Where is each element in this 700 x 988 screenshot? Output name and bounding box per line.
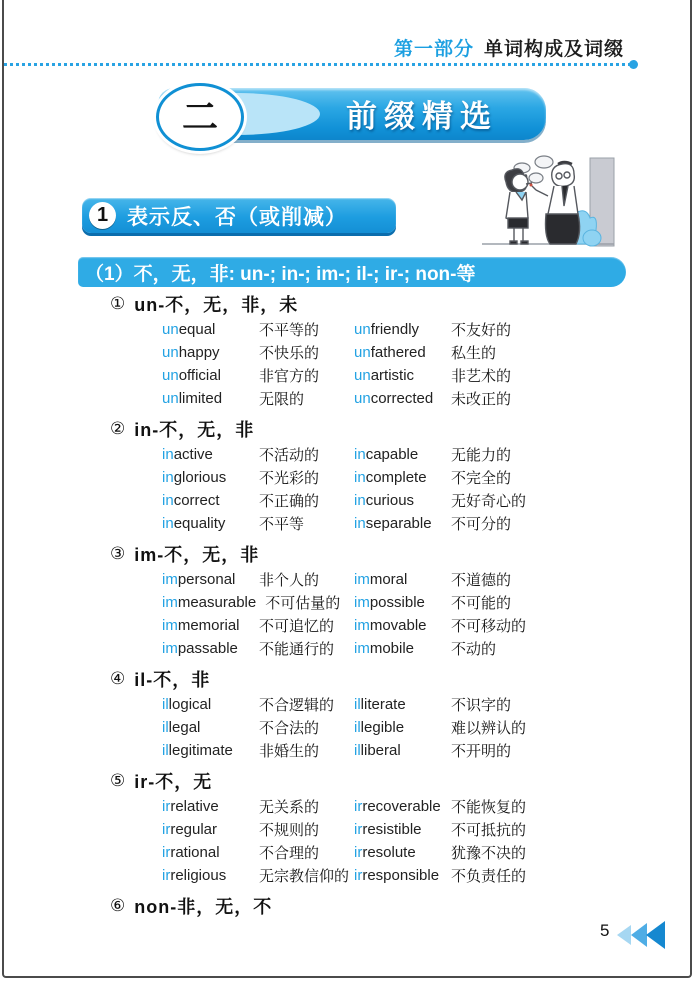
word-prefix: in [354,446,366,463]
word-entry [162,568,354,591]
word-entry [162,512,354,535]
word-entry [162,693,354,716]
word-rest: legitimate [168,742,233,759]
word-prefix: in [354,492,366,509]
word [354,571,442,588]
word [162,515,250,532]
word-rest: correct [173,492,220,509]
word [354,617,442,634]
word-prefix: ir [162,844,171,861]
word [354,696,442,713]
word [354,594,442,611]
word-meaning: 不光彩的 [259,470,320,487]
dotted-rule-end-dot-icon [629,60,638,69]
block-number: ④ [110,669,126,688]
prefix-block [110,542,588,660]
word-rest: corrected [370,390,434,407]
word-entry [354,637,588,660]
word-rest: limited [178,390,223,407]
word-rows [110,693,588,762]
word [354,390,442,407]
word-prefix: in [354,515,366,532]
word [162,321,250,338]
word-prefix: im [162,594,178,611]
word-rest: memorial [177,617,240,634]
block-number: ⑤ [110,771,126,790]
word [354,492,442,509]
word [354,867,442,884]
prefix-block-heading [110,894,588,918]
block-number: ③ [110,544,126,563]
word-prefix: in [162,492,174,509]
word [354,821,442,838]
word-rest: glorious [173,469,227,486]
word-rest: literate [360,696,406,713]
word-entry [354,512,588,535]
word-meaning: 无关系的 [259,799,320,816]
word [162,867,250,884]
word-prefix: un [162,367,179,384]
section-heading-bar [82,198,396,233]
word-meaning: 无能力的 [451,447,512,464]
word-entry [162,591,354,614]
prefix-block-heading [110,417,588,441]
prefix-block-heading [110,292,588,316]
part-title: 单词构成及词缀 [483,39,624,60]
word-meaning: 不道德的 [451,572,512,589]
word [354,640,442,657]
word-prefix: il [162,719,169,736]
word-rest: movable [369,617,427,634]
word-rest: regular [170,821,218,838]
part-label: 第一部分 [393,39,474,60]
word-entry [354,818,588,841]
word [162,742,250,759]
word-rest: separable [365,515,432,532]
word-entry [354,739,588,762]
prefix-word-list [110,292,588,925]
word [354,719,442,736]
word-meaning: 不动的 [451,641,497,658]
page-corner-arrow-dark-icon [646,921,665,949]
word-prefix: ir [354,798,363,815]
word-entry [354,591,588,614]
prefix-block-heading [110,769,588,793]
word-meaning: 不识字的 [451,697,512,714]
word-entry [354,443,588,466]
word-rest: religious [170,867,227,884]
word-rest: happy [178,344,220,361]
word-entry [162,466,354,489]
word-prefix: ir [354,867,363,884]
word-prefix: il [354,696,361,713]
word-entry [162,818,354,841]
word-entry [354,693,588,716]
word-prefix: il [354,719,361,736]
word [162,390,250,407]
word-rest: moral [369,571,408,588]
word-entry [162,341,354,364]
block-number: ② [110,419,126,438]
word [162,446,250,463]
word-rest: measurable [177,594,257,611]
word-rest: equality [173,515,226,532]
word [354,742,442,759]
word-meaning: 无限的 [259,391,305,408]
word-prefix: in [162,446,174,463]
word-meaning: 私生的 [451,345,497,362]
word-rest: legal [168,719,201,736]
word-meaning: 不友好的 [451,322,512,339]
word [162,640,250,657]
word-meaning: 不能通行的 [259,641,335,658]
word-meaning: 不规则的 [259,822,320,839]
word-rest: active [173,446,213,463]
word-prefix: in [162,515,174,532]
word [354,446,442,463]
word-entry [354,466,588,489]
section-title: 表示反、否（或削减） [127,205,347,229]
word-prefix: un [354,390,371,407]
block-title: un-不，无，非，未 [134,295,299,315]
word-entry [162,841,354,864]
word-prefix: im [162,571,178,588]
word-meaning: 不可追忆的 [259,618,335,635]
word-entry [162,364,354,387]
word-prefix: im [354,594,370,611]
block-number: ① [110,294,126,313]
word-prefix: im [162,617,178,634]
word-meaning: 无好奇心的 [451,493,527,510]
word-prefix: im [162,640,178,657]
word-prefix: il [162,742,169,759]
word-rest: mobile [369,640,415,657]
word-entry [162,614,354,637]
word-rest: responsible [362,867,440,884]
word [162,344,250,361]
word-rest: capable [365,446,419,463]
word-rest: resolute [362,844,416,861]
word-entry [162,387,354,410]
prefix-block [110,667,588,762]
block-title: il-不，非 [134,670,211,690]
word-meaning: 不活动的 [259,447,320,464]
word-rest: personal [177,571,236,588]
word-meaning: 不合逻辑的 [259,697,335,714]
block-title: im-不，无，非 [134,545,260,565]
prefix-block [110,769,588,887]
word-entry [354,864,588,887]
word-prefix: ir [354,844,363,861]
word [162,367,250,384]
running-head [394,34,624,61]
word-rest: friendly [370,321,420,338]
word-prefix: in [162,469,174,486]
word [162,798,250,815]
word-prefix: ir [162,798,171,815]
subsection-heading-bar [78,257,626,287]
word-prefix: il [162,696,169,713]
word-rows [110,568,588,660]
word-rest: recoverable [362,798,441,815]
word-rest: liberal [360,742,401,759]
page-number: 5 [600,921,610,940]
word-prefix: im [354,617,370,634]
word-prefix: il [354,742,361,759]
chapter-number-badge [156,83,244,151]
page-corner-arrow-light-icon [617,925,631,945]
chapter-number: 二 [181,96,218,137]
word [162,696,250,713]
subsection-label: （1）不，无，非: un-; in-; im-; il-; ir-; non-等 [85,263,476,285]
word-entry [354,841,588,864]
prefix-block-heading [110,542,588,566]
word-rest: complete [365,469,427,486]
word-meaning: 未改正的 [451,391,512,408]
word-meaning: 不负责任的 [451,868,527,885]
block-title: non-非，无，不 [134,897,273,917]
dotted-rule [4,63,630,66]
word [162,719,250,736]
word [354,469,442,486]
word-prefix: ir [162,867,171,884]
word-rest: passable [177,640,238,657]
word-entry [162,795,354,818]
word-meaning: 不可抵抗的 [451,822,527,839]
word-prefix: un [354,321,371,338]
word-prefix: in [354,469,366,486]
word-prefix: un [354,367,371,384]
word-rows [110,318,588,410]
word-rest: official [178,367,221,384]
word-rest: possible [369,594,425,611]
word-prefix: ir [354,821,363,838]
prefix-block [110,417,588,535]
word-meaning: 不可分的 [451,516,512,533]
word-entry [162,489,354,512]
page-corner-arrow-mid-icon [631,923,647,947]
word-rest: curious [365,492,415,509]
word-entry [354,364,588,387]
word-entry [354,341,588,364]
word-prefix: im [354,640,370,657]
word-meaning: 不可估量的 [265,595,341,612]
word-rest: resistible [362,821,422,838]
chapter-title: 前缀精选 [346,98,498,134]
word [162,571,250,588]
block-title: in-不，无，非 [134,420,255,440]
word-rest: rational [170,844,220,861]
word-meaning: 非个人的 [259,572,320,589]
word-rest: relative [170,798,219,815]
word-meaning: 不平等 [259,516,305,533]
word-rest: artistic [370,367,415,384]
word-meaning: 不开明的 [451,743,512,760]
word [354,367,442,384]
word [162,617,250,634]
word-meaning: 不平等的 [259,322,320,339]
word-prefix: ir [162,821,171,838]
word-entry [354,795,588,818]
word-meaning: 非婚生的 [259,743,320,760]
word-prefix: un [162,344,179,361]
word [354,515,442,532]
word-meaning: 犹豫不决的 [451,845,527,862]
word-meaning: 不快乐的 [259,345,320,362]
word-rows [110,795,588,887]
word-meaning: 不能恢复的 [451,799,527,816]
smoking-cartoon-illustration [478,152,626,254]
word [162,492,250,509]
word-entry [162,637,354,660]
word-prefix: un [162,321,179,338]
word-entry [162,739,354,762]
word-rest: logical [168,696,212,713]
word-meaning: 非艺术的 [451,368,512,385]
word-entry [354,387,588,410]
word [162,821,250,838]
word-meaning: 不完全的 [451,470,512,487]
word-prefix: im [354,571,370,588]
word [162,469,250,486]
word-entry [162,318,354,341]
block-number: ⑥ [110,896,126,915]
word-meaning: 非官方的 [259,368,320,385]
word [354,321,442,338]
word [354,844,442,861]
word [354,344,442,361]
word-meaning: 无宗教信仰的 [259,868,350,885]
word-meaning: 不可能的 [451,595,512,612]
word-rest: legible [360,719,405,736]
word [354,798,442,815]
word-meaning: 难以辨认的 [451,720,527,737]
word-entry [354,614,588,637]
word [162,594,256,611]
word-entry [354,489,588,512]
word [162,844,250,861]
prefix-block [110,894,588,918]
section-number-badge [89,202,116,229]
word-entry [354,716,588,739]
word-entry [162,716,354,739]
word-prefix: un [354,344,371,361]
word-rest: equal [178,321,216,338]
word-entry [162,864,354,887]
word-rest: fathered [370,344,426,361]
word-entry [354,568,588,591]
word-entry [354,318,588,341]
word-prefix: un [162,390,179,407]
chapter-banner [158,88,546,140]
word-meaning: 不可移动的 [451,618,527,635]
word-entry [162,443,354,466]
word-meaning: 不正确的 [259,493,320,510]
block-title: ir-不，无 [134,772,213,792]
word-meaning: 不合法的 [259,720,320,737]
prefix-block [110,292,588,410]
prefix-block-heading [110,667,588,691]
section-number: 1 [96,204,109,226]
word-meaning: 不合理的 [259,845,320,862]
word-rows [110,443,588,535]
